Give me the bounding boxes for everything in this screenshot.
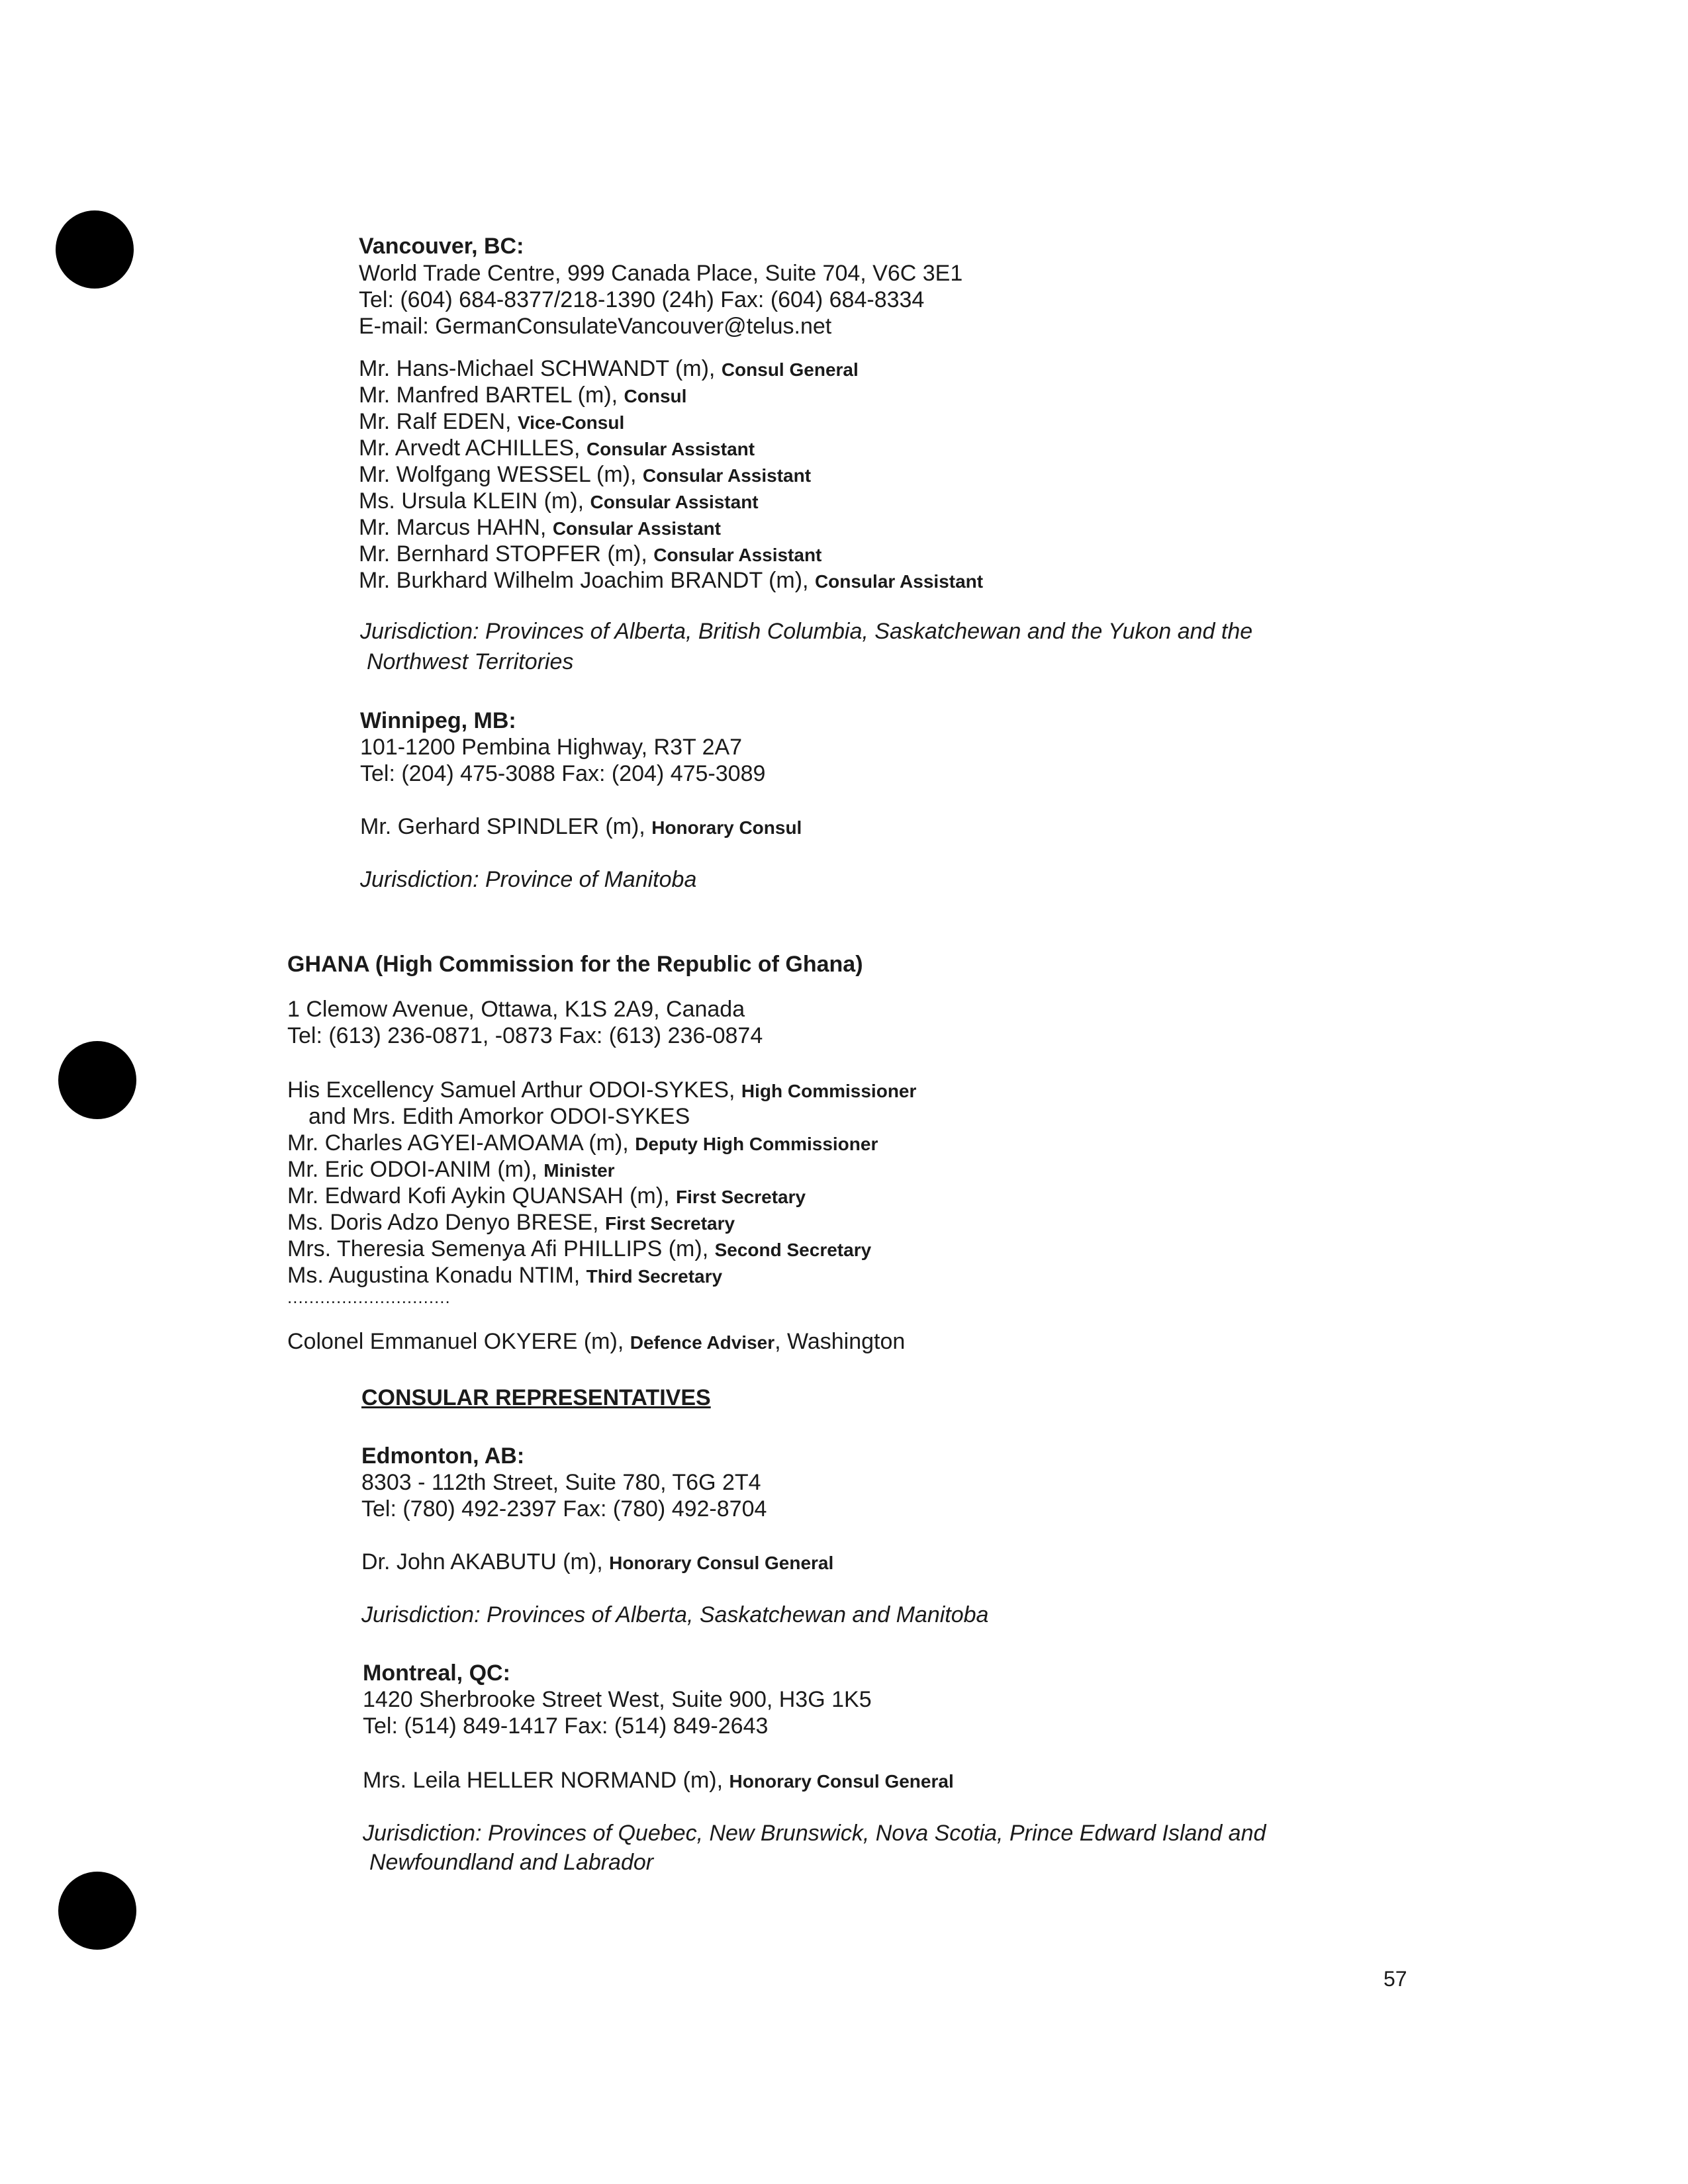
punch-hole-bottom — [58, 1872, 136, 1950]
winnipeg-tel: Tel: (204) 475-3088 Fax: (204) 475-3089 — [360, 761, 766, 786]
staff-line: Ms. Doris Adzo Denyo BRESE, First Secretary — [287, 1210, 735, 1235]
staff-line: Mr. Charles AGYEI-AMOAMA (m), Deputy High Commissioner — [287, 1130, 878, 1156]
vancouver-city: Vancouver, BC: — [359, 234, 524, 259]
staff-line: Ms. Ursula KLEIN (m), Consular Assistant — [359, 488, 759, 514]
staff-line: Mr. Ralf EDEN, Vice-Consul — [359, 409, 625, 434]
edmonton-city: Edmonton, AB: — [361, 1443, 525, 1469]
montreal-city: Montreal, QC: — [363, 1661, 510, 1686]
winnipeg-jurisdiction: Jurisdiction: Province of Manitoba — [360, 867, 697, 892]
page-number: 57 — [1383, 1967, 1407, 1991]
punch-hole-top — [56, 210, 134, 289]
edmonton-jurisdiction: Jurisdiction: Provinces of Alberta, Saskatchewan and Manitoba — [361, 1602, 989, 1627]
staff-line: Mr. Hans-Michael SCHWANDT (m), Consul General — [359, 356, 859, 381]
staff-line: Ms. Augustina Konadu NTIM, Third Secretary — [287, 1263, 723, 1288]
vancouver-jurisdiction-cont: Northwest Territories — [367, 649, 574, 674]
edmonton-tel: Tel: (780) 492-2397 Fax: (780) 492-8704 — [361, 1496, 767, 1522]
ghana-tel: Tel: (613) 236-0871, -0873 Fax: (613) 236-0874 — [287, 1023, 763, 1048]
staff-line: Dr. John AKABUTU (m), Honorary Consul General — [361, 1549, 834, 1574]
staff-line: Mr. Burkhard Wilhelm Joachim BRANDT (m), Consular Assistant — [359, 568, 984, 593]
montreal-tel: Tel: (514) 849-1417 Fax: (514) 849-2643 — [363, 1713, 769, 1739]
montreal-jurisdiction: Jurisdiction: Provinces of Quebec, New Brunswick, Nova Scotia, Prince Edward Island and — [363, 1821, 1266, 1846]
staff-line: Mr. Gerhard SPINDLER (m), Honorary Consul — [360, 814, 802, 839]
staff-line: Mrs. Theresia Semenya Afi PHILLIPS (m), Second Secretary — [287, 1236, 872, 1261]
vancouver-email: E-mail: GermanConsulateVancouver@telus.net — [359, 314, 832, 339]
montreal-jurisdiction-cont: Newfoundland and Labrador — [369, 1850, 654, 1875]
vancouver-jurisdiction: Jurisdiction: Provinces of Alberta, British Columbia, Saskatchewan and the Yukon and the — [360, 619, 1253, 644]
staff-line: Mr. Arvedt ACHILLES, Consular Assistant — [359, 435, 755, 461]
edmonton-address: 8303 - 112th Street, Suite 780, T6G 2T4 — [361, 1470, 761, 1495]
spouse-line: and Mrs. Edith Amorkor ODOI-SYKES — [308, 1104, 690, 1129]
staff-line: His Excellency Samuel Arthur ODOI-SYKES, High Commissioner — [287, 1077, 917, 1103]
staff-line: Colonel Emmanuel OKYERE (m), Defence Adviser, Washington — [287, 1329, 906, 1354]
winnipeg-city: Winnipeg, MB: — [360, 708, 516, 733]
ghana-heading: GHANA (High Commission for the Republic of Ghana) — [287, 952, 863, 977]
winnipeg-address: 101-1200 Pembina Highway, R3T 2A7 — [360, 735, 743, 760]
punch-hole-middle — [58, 1041, 136, 1119]
staff-line: Mr. Marcus HAHN, Consular Assistant — [359, 515, 721, 540]
staff-line: Mr. Bernhard STOPFER (m), Consular Assistant — [359, 541, 822, 567]
montreal-address: 1420 Sherbrooke Street West, Suite 900, H3G 1K5 — [363, 1687, 872, 1712]
dotted-separator: .............................. — [287, 1287, 451, 1307]
consular-heading: CONSULAR REPRESENTATIVES — [361, 1385, 711, 1410]
staff-line: Mrs. Leila HELLER NORMAND (m), Honorary Consul General — [363, 1768, 954, 1793]
staff-line: Mr. Manfred BARTEL (m), Consul — [359, 383, 687, 408]
ghana-address: 1 Clemow Avenue, Ottawa, K1S 2A9, Canada — [287, 997, 745, 1022]
staff-line: Mr. Eric ODOI-ANIM (m), Minister — [287, 1157, 615, 1182]
staff-line: Mr. Edward Kofi Aykin QUANSAH (m), First Secretary — [287, 1183, 806, 1208]
vancouver-address: World Trade Centre, 999 Canada Place, Suite 704, V6C 3E1 — [359, 261, 963, 286]
staff-line: Mr. Wolfgang WESSEL (m), Consular Assistant — [359, 462, 812, 487]
vancouver-tel: Tel: (604) 684-8377/218-1390 (24h) Fax: (604) 684-8334 — [359, 287, 925, 312]
